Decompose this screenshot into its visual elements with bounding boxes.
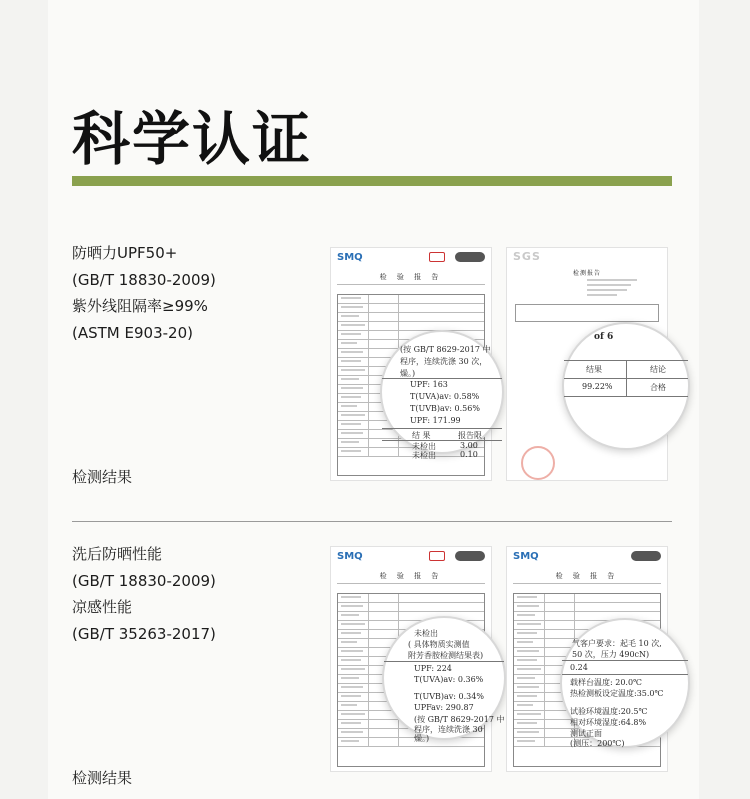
mag-text: 3.00: [460, 441, 478, 450]
mag-text: 附芳香胺检测结果表): [408, 651, 484, 660]
spec-line: (GB/T 35263-2017): [72, 624, 216, 643]
smq-logo: SMQ: [513, 551, 539, 562]
report-header: [337, 252, 485, 268]
table-row: [338, 313, 484, 322]
mag-rule: [626, 360, 627, 396]
mag-text: ( 具体物质实测值: [408, 640, 470, 649]
mag-text: 载样台温度: 20.0℃: [570, 678, 642, 687]
mag-rule: [562, 660, 688, 661]
spec-list: [72, 541, 312, 647]
mag-rule: [382, 378, 502, 379]
mag-text: 50 次，压力 490cN): [572, 650, 650, 659]
cnas-logo-icon: [455, 551, 485, 561]
cnas-logo-icon: [455, 252, 485, 262]
mag-text: (按 GB/T 8629-2017 中: [400, 345, 491, 354]
mag-text: 结 果: [412, 431, 431, 440]
mag-text: 气客户要求：起毛 10 次,: [572, 639, 662, 648]
mag-rule: [564, 396, 688, 397]
result-label: 检测结果: [72, 468, 133, 486]
mag-text: 0.24: [570, 663, 588, 672]
mag-text: 程序，连续洗涤 30: [414, 725, 483, 734]
report-title: 检测报告: [572, 270, 601, 277]
magnifier-upf-result: [380, 330, 504, 460]
mag-text: UPF: 171.99: [410, 416, 461, 425]
mag-text: of 6: [594, 332, 614, 342]
report-rule: [337, 583, 485, 586]
mag-text: 燥。): [400, 369, 416, 378]
mag-text: UPF: 163: [410, 380, 448, 389]
report-title: 检 验 报 告: [379, 273, 443, 281]
table-row: [514, 594, 660, 603]
mag-text: 合格: [650, 383, 666, 392]
report-title: 检 验 报 告: [555, 572, 619, 580]
table-row: [338, 738, 484, 747]
spec-line: 紫外线阻隔率≥99%: [72, 297, 208, 315]
report-title: 检 验 报 告: [379, 572, 443, 580]
sgs-logo: SGS: [513, 250, 541, 263]
mag-rule: [384, 661, 504, 662]
magnifier-uv-block-result: [562, 322, 690, 450]
magnifier-cooling-result: [560, 618, 690, 748]
mag-text: UPFav: 290.87: [414, 703, 474, 712]
mag-text: (测压：200℃): [570, 739, 625, 748]
mag-text: 未检出: [412, 451, 436, 460]
mag-text: 相对环境湿度:64.8%: [570, 718, 647, 727]
mag-text: T(UVA)av: 0.36%: [414, 675, 484, 684]
spec-line: 洗后防晒性能: [72, 545, 163, 563]
spec-line: 凉感性能: [72, 598, 133, 616]
spec-line: (GB/T 18830-2009): [72, 270, 216, 289]
table-row: [338, 304, 484, 313]
mag-text: 结论: [650, 365, 666, 374]
mag-text: UPF: 224: [414, 664, 452, 673]
mag-rule: [562, 674, 688, 675]
spec-list: [72, 240, 312, 346]
table-row: [514, 603, 660, 612]
mag-text: T(UVB)av: 0.34%: [414, 692, 484, 701]
mag-text: 未检出: [414, 629, 438, 638]
ilac-logo-icon: [429, 252, 445, 262]
mag-text: (按 GB/T 8629-2017 中: [414, 715, 505, 724]
mag-text: T(UVB)av: 0.56%: [410, 404, 480, 413]
ilac-logo-icon: [429, 551, 445, 561]
table-row: [338, 603, 484, 612]
cnas-logo-icon: [631, 551, 661, 561]
seal-stamp-icon: [521, 446, 555, 480]
smq-logo: SMQ: [337, 252, 363, 263]
mag-text: 程序，连续洗涤 30 次，: [400, 357, 488, 366]
mag-text: 99.22%: [582, 382, 613, 391]
spec-line: (GB/T 18830-2009): [72, 571, 216, 590]
result-label: 检测结果: [72, 769, 133, 787]
table-row: [338, 594, 484, 603]
table-row: [338, 322, 484, 331]
spec-line: 防晒力UPF50+: [72, 244, 178, 262]
smq-logo: SMQ: [337, 551, 363, 562]
mag-text: 试验环境温度:20.5℃: [570, 707, 648, 716]
spec-line: (ASTM E903-20): [72, 323, 193, 342]
mag-text: 结果: [586, 365, 602, 374]
report-table: [515, 304, 659, 322]
report-meta: [587, 276, 647, 299]
report-header: [513, 551, 661, 567]
mag-text: T(UVA)av: 0.58%: [410, 392, 480, 401]
mag-text: 未检出: [412, 442, 436, 451]
report-header: [337, 551, 485, 567]
report-rule: [337, 284, 485, 287]
mag-text: 测试正面: [570, 729, 602, 738]
page-title: 科学认证: [72, 105, 313, 173]
report-rule: [513, 583, 661, 586]
mag-text: 0.10: [460, 450, 478, 459]
magnifier-wash-upf-result: [382, 616, 506, 743]
mag-rule: [382, 428, 502, 429]
table-row: [338, 295, 484, 304]
mag-text: 报告限: [458, 431, 482, 440]
mag-text: 燥。): [414, 734, 430, 743]
mag-rule: [382, 440, 502, 441]
mag-text: 热检测板设定温度:35.0℃: [570, 689, 664, 698]
